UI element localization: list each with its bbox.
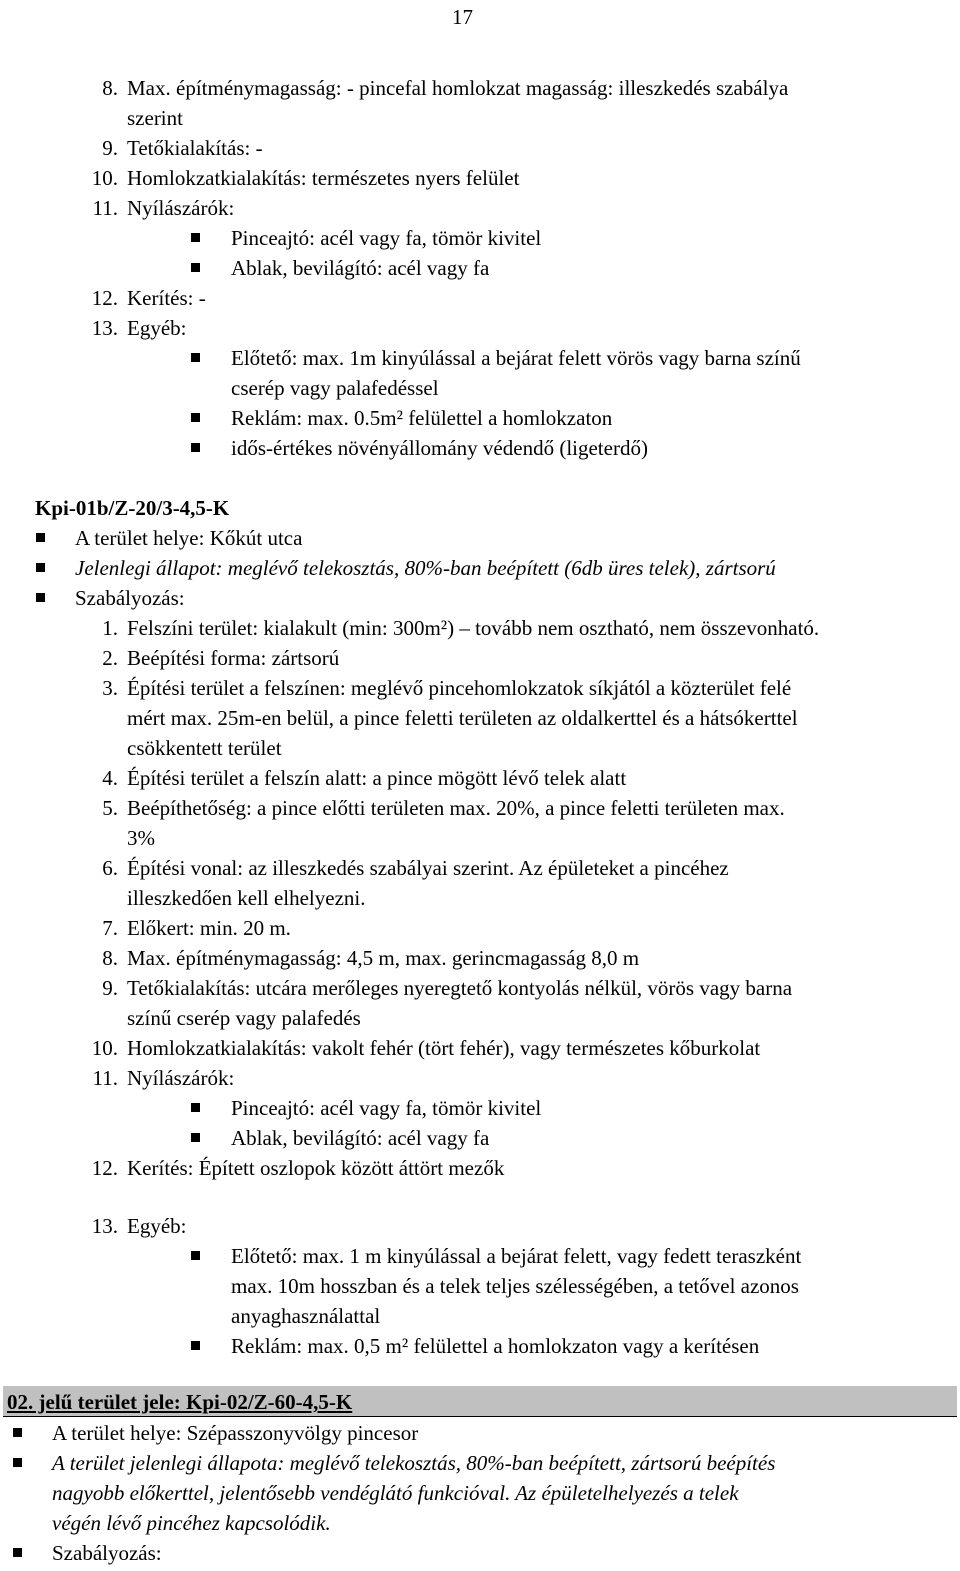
item-number: 11. [92, 196, 118, 220]
bullet-square-icon [191, 443, 200, 452]
item-number: 9. [102, 976, 118, 1000]
other-item: max. 10m hosszban és a telek teljes szélességében, a tetővel azonos [231, 1274, 799, 1298]
item-number: 1. [102, 616, 118, 640]
item-number: 2. [102, 646, 118, 670]
bullet-square-icon [13, 1458, 22, 1467]
item-text: Nyílászárók: [127, 196, 235, 220]
other-item: Előtető: max. 1 m kinyúlással a bejárat felett, vagy fedett teraszként [231, 1244, 802, 1268]
item-number: 7. [102, 916, 118, 940]
item-text: 3% [127, 826, 155, 850]
item-number: 8. [102, 76, 118, 100]
item-text: Tetőkialakítás: - [127, 136, 263, 160]
item-number: 10. [91, 1036, 118, 1060]
item-number: 9. [102, 136, 118, 160]
opening-item: Ablak, bevilágító: acél vagy fa [231, 256, 490, 280]
item-number: 6. [102, 856, 118, 880]
item-number: 5. [102, 796, 118, 820]
item-number: 3. [102, 676, 118, 700]
other-item: idős-értékes növényállomány védendő (ligeterdő) [231, 436, 648, 460]
item-text: szerint [127, 106, 183, 130]
item-text: illeszkedően kell elhelyezni. [127, 886, 366, 910]
other-item: anyaghasználattal [231, 1304, 381, 1328]
bullet-square-icon [191, 413, 200, 422]
location-text: A terület helye: Kőkút utca [75, 526, 303, 550]
opening-item: Pinceajtó: acél vagy fa, tömör kivitel [231, 1096, 542, 1120]
item-number: 8. [102, 946, 118, 970]
other-item: Reklám: max. 0,5 m² felülettel a homlokzaton vagy a kerítésen [231, 1334, 760, 1358]
bullet-square-icon [13, 1428, 22, 1437]
item-number: 13. [91, 316, 118, 340]
state-text: végén lévő pincéhez kapcsolódik. [52, 1511, 331, 1535]
state-text: Jelenlegi állapot: meglévő telekosztás, 80%-ban beépített (6db üres telek), zártsorú [75, 556, 776, 580]
other-item: cserép vagy palafedéssel [231, 376, 439, 400]
opening-item: Ablak, bevilágító: acél vagy fa [231, 1126, 490, 1150]
item-number: 10. [91, 166, 118, 190]
bullet-square-icon [191, 1251, 200, 1260]
bullet-square-icon [36, 563, 45, 572]
item-text: Felszíni terület: kialakult (min: 300m²) – tovább nem osztható, nem összevonható. [127, 616, 820, 640]
item-number: 13. [91, 1214, 118, 1238]
section-heading: 02. jelű terület jele: Kpi-02/Z-60-4,5-K [7, 1390, 353, 1414]
bullet-square-icon [13, 1548, 22, 1557]
other-item: Reklám: max. 0.5m² felülettel a homlokzaton [231, 406, 613, 430]
item-number: 4. [102, 766, 118, 790]
item-number: 12. [91, 286, 118, 310]
bullet-square-icon [191, 1103, 200, 1112]
bullet-square-icon [191, 1341, 200, 1350]
regulation-label: Szabályozás: [75, 586, 185, 610]
location-text: A terület helye: Szépasszonyvölgy pincesor [52, 1421, 419, 1445]
bullet-square-icon [191, 263, 200, 272]
item-number: 11. [92, 1066, 118, 1090]
item-text: Egyéb: [127, 1214, 187, 1238]
item-text: Előkert: min. 20 m. [127, 916, 291, 940]
item-text: csökkentett terület [127, 736, 282, 760]
bullet-square-icon [191, 233, 200, 242]
page-number: 17 [452, 5, 473, 29]
item-text: Tetőkialakítás: utcára merőleges nyeregtető kontyolás nélkül, vörös vagy barna [127, 976, 793, 1000]
item-text: Homlokzatkialakítás: természetes nyers felület [127, 166, 520, 190]
bullet-square-icon [191, 1133, 200, 1142]
opening-item: Pinceajtó: acél vagy fa, tömör kivitel [231, 226, 542, 250]
item-text: Kerítés: Épített oszlopok között áttört mezők [127, 1156, 505, 1180]
item-text: Építési terület a felszínen: meglévő pincehomlokzatok síkjától a közterület felé [127, 676, 792, 700]
item-text: Építési terület a felszín alatt: a pince mögött lévő telek alatt [127, 766, 627, 790]
bullet-square-icon [191, 353, 200, 362]
regulation-label: Szabályozás: [52, 1541, 162, 1565]
bullet-square-icon [36, 593, 45, 602]
state-text: nagyobb előkerttel, jelentősebb vendéglátó funkcióval. Az épületelhelyezés a telek [52, 1481, 739, 1505]
item-text: Nyílászárók: [127, 1066, 235, 1090]
item-text: Homlokzatkialakítás: vakolt fehér (tört fehér), vagy természetes kőburkolat [127, 1036, 761, 1060]
other-item: Előtető: max. 1m kinyúlással a bejárat felett vörös vagy barna színű [231, 346, 801, 370]
item-text: színű cserép vagy palafedés [127, 1006, 361, 1030]
item-text: Kerítés: - [127, 286, 206, 310]
item-text: Egyéb: [127, 316, 187, 340]
item-number: 12. [91, 1156, 118, 1180]
item-text: Max. építménymagasság: - pincefal homlokzat magasság: illeszkedés szabálya [127, 76, 789, 100]
item-text: Beépíthetőség: a pince előtti területen max. 20%, a pince feletti területen max. [127, 796, 785, 820]
item-text: Beépítési forma: zártsorú [127, 646, 340, 670]
item-text: Építési vonal: az illeszkedés szabályai szerint. Az épületeket a pincéhez [127, 856, 729, 880]
section-heading: Kpi-01b/Z-20/3-4,5-K [35, 496, 230, 520]
item-text: Max. építménymagasság: 4,5 m, max. gerincmagasság 8,0 m [127, 946, 640, 970]
item-text: mért max. 25m-en belül, a pince feletti területen az oldalkerttel és a hátsókerttel [127, 706, 798, 730]
state-text: A terület jelenlegi állapota: meglévő telekosztás, 80%-ban beépített, zártsorú beépítés [52, 1451, 776, 1475]
bullet-square-icon [36, 533, 45, 542]
